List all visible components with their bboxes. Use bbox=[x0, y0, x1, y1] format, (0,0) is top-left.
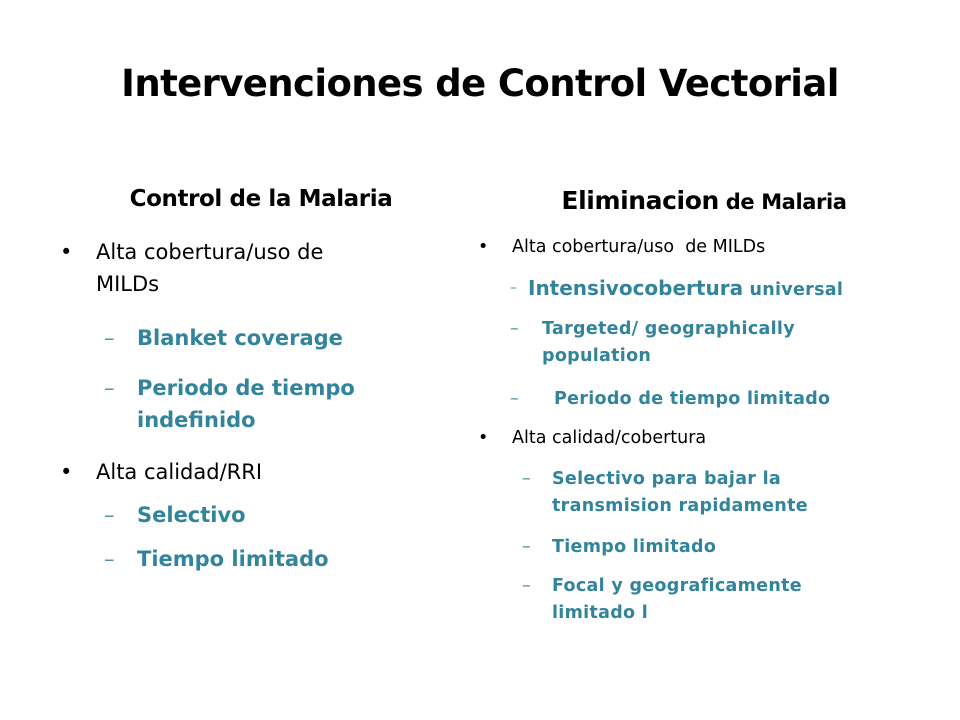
dash-marker: – bbox=[104, 547, 115, 571]
bullet-text: Alta cobertura/uso de MILDs bbox=[96, 240, 324, 296]
bullet-text: Alta calidad/cobertura bbox=[512, 428, 707, 448]
sub-text: Tiempo limitado bbox=[137, 547, 329, 571]
bullet-text: Alta cobertura/uso de MILDs bbox=[512, 237, 766, 257]
sub-text bbox=[528, 275, 928, 304]
right-column-heading bbox=[494, 186, 914, 215]
bullet-dot: • bbox=[478, 428, 489, 448]
right-heading-part-a: Eliminacion bbox=[561, 186, 719, 215]
bullet-dot: • bbox=[60, 240, 73, 264]
dash-marker: – bbox=[510, 280, 518, 296]
sub-text: Selectivo bbox=[137, 503, 246, 527]
bullet-dot: • bbox=[60, 460, 73, 484]
dash-marker: – bbox=[522, 469, 532, 489]
dash-marker: – bbox=[104, 503, 115, 527]
sub-text: Focal y geograficamente limitado l bbox=[552, 576, 802, 623]
sub-text: Blanket coverage bbox=[137, 326, 343, 350]
bullet-dot: • bbox=[478, 237, 489, 257]
sub-text-part-a: Intensivocobertura bbox=[528, 276, 744, 300]
sub-text: Tiempo limitado bbox=[552, 537, 717, 557]
sub-text: Targeted/ geographically population bbox=[542, 319, 795, 366]
dash-marker: – bbox=[510, 319, 520, 339]
slide-title: Intervenciones de Control Vectorial bbox=[121, 62, 839, 105]
sub-text: Periodo de tiempo limitado bbox=[554, 389, 831, 409]
dash-marker: – bbox=[522, 537, 532, 557]
dash-marker: – bbox=[522, 576, 532, 596]
sub-text-part-b: universal bbox=[743, 280, 844, 300]
dash-marker: – bbox=[510, 389, 520, 409]
bullet-text: Alta calidad/RRI bbox=[96, 460, 263, 484]
sub-text: Selectivo para bajar la transmision rapidamente bbox=[552, 469, 808, 516]
right-heading-part-b: de Malaria bbox=[718, 190, 847, 214]
sub-text: Periodo de tiempo indefinido bbox=[137, 376, 355, 432]
left-column-heading: Control de la Malaria bbox=[129, 186, 393, 212]
dash-marker: – bbox=[104, 376, 115, 400]
dash-marker: – bbox=[104, 326, 115, 350]
